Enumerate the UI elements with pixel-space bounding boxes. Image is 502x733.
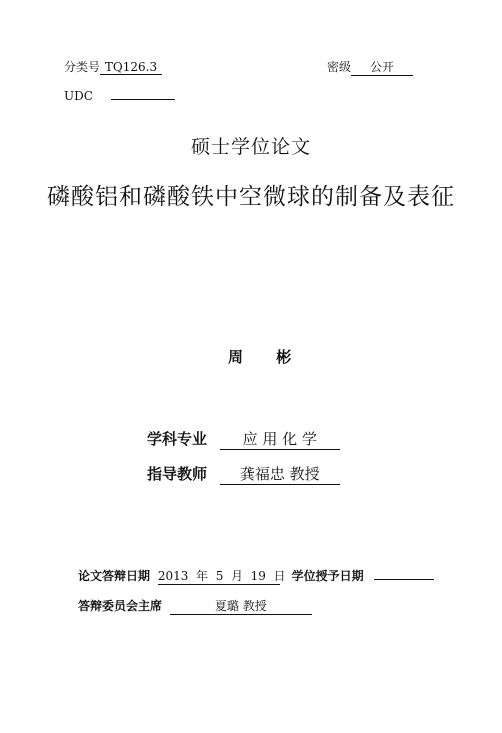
defense-date-row [78, 567, 434, 585]
udc-row [64, 88, 175, 103]
classification-value: TQ126.3 [100, 60, 162, 75]
defense-year: 2013 [157, 569, 189, 583]
author-name: 周 彬 [228, 348, 306, 366]
degree-date-label: 学位授予日期 [291, 569, 364, 583]
advisor-label: 指导教师 [147, 465, 208, 483]
defense-day-unit: 日 [273, 569, 286, 583]
secrecy-label: 密级 [327, 60, 352, 74]
defense-date-label: 论文答辩日期 [78, 569, 151, 583]
defense-month: 5 [215, 569, 224, 583]
chair-label: 答辩委员会主席 [78, 599, 163, 613]
secrecy-row [327, 58, 413, 76]
advisor-value: 龚福忠 教授 [220, 463, 340, 485]
major-label: 学科专业 [147, 430, 208, 448]
defense-year-unit: 年 [196, 569, 209, 583]
defense-date-value [157, 567, 286, 585]
secrecy-value: 公开 [351, 58, 413, 76]
major-row [147, 428, 340, 450]
advisor-row [147, 463, 340, 485]
degree-title: 硕士学位论文 [190, 136, 311, 158]
defense-day: 19 [250, 569, 266, 583]
classification-label: 分类号 [64, 60, 101, 74]
degree-date-blank [374, 568, 434, 580]
major-value: 应 用 化 学 [220, 428, 340, 450]
udc-label: UDC [64, 89, 93, 103]
chair-value: 夏璐 教授 [170, 597, 312, 615]
chair-row [78, 597, 312, 615]
classification-row [64, 58, 162, 75]
udc-blank-line [111, 88, 175, 100]
thesis-title: 磷酸铝和磷酸铁中空微球的制备及表征 [47, 184, 455, 210]
defense-month-unit: 月 [230, 569, 243, 583]
